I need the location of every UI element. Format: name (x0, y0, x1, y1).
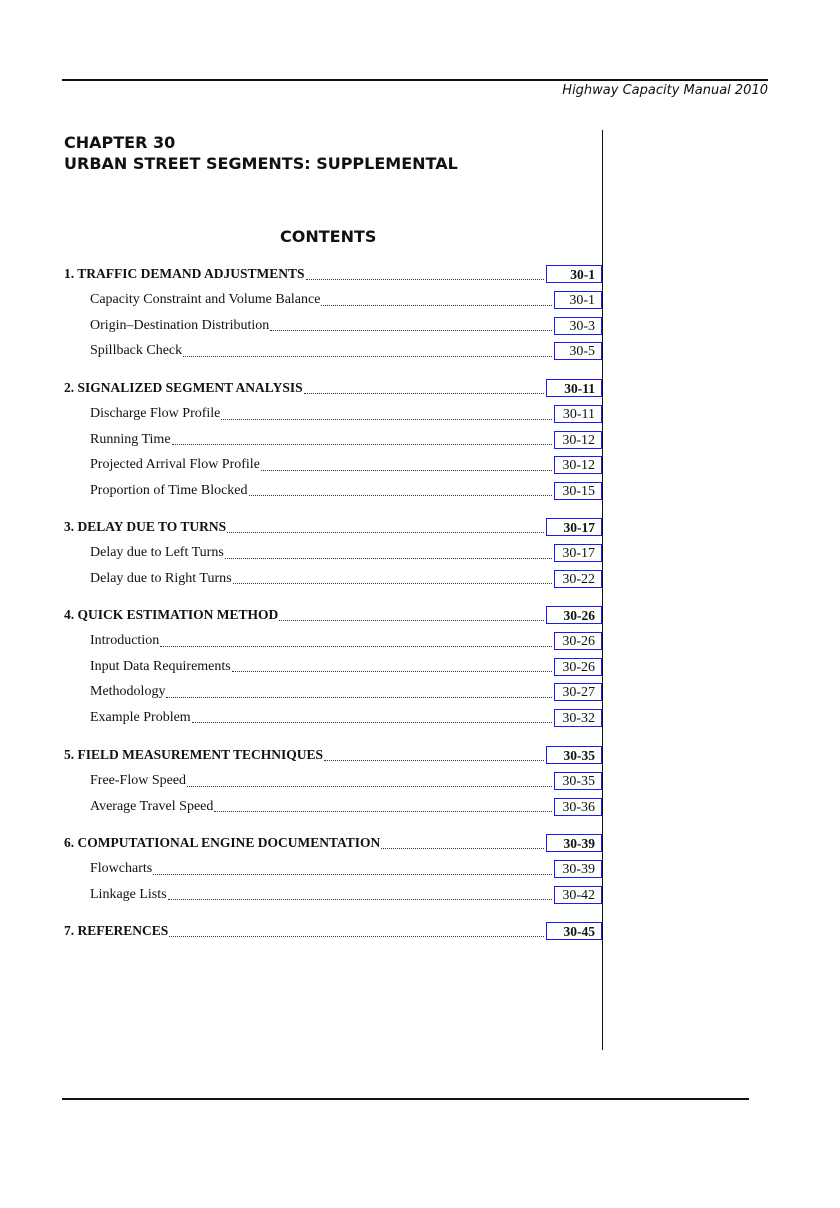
toc-entry[interactable] (90, 859, 602, 879)
toc-entry[interactable] (90, 885, 602, 905)
toc-label: Average Travel Speed (90, 798, 214, 814)
dot-leader (324, 760, 544, 761)
page-link[interactable]: 30-26 (546, 606, 602, 624)
toc-label: Origin–Destination Distribution (90, 317, 270, 333)
dot-leader (160, 646, 552, 647)
toc-entry[interactable] (90, 543, 602, 563)
dot-leader (172, 444, 552, 445)
toc-entry[interactable] (90, 455, 602, 475)
chapter-title (64, 132, 458, 174)
page-link[interactable]: 30-39 (546, 834, 602, 852)
page-link[interactable]: 30-27 (554, 683, 602, 701)
toc-label: 3. DELAY DUE TO TURNS (64, 519, 227, 534)
toc-entry[interactable] (90, 657, 602, 677)
header-rule (62, 79, 768, 81)
dot-leader (227, 532, 544, 533)
dot-leader (169, 936, 544, 937)
toc-label: Linkage Lists (90, 886, 167, 902)
dot-leader (261, 470, 552, 471)
dot-leader (306, 279, 544, 280)
toc-label: Example Problem (90, 709, 191, 725)
page-link[interactable]: 30-1 (546, 265, 602, 283)
toc-label: 7. REFERENCES (64, 923, 169, 938)
toc-section-4[interactable] (64, 605, 602, 625)
page-link[interactable]: 30-26 (554, 658, 602, 676)
page-link[interactable]: 30-22 (554, 570, 602, 588)
page-link[interactable]: 30-12 (554, 456, 602, 474)
toc-entry[interactable] (90, 708, 602, 728)
page-link[interactable]: 30-39 (554, 860, 602, 878)
dot-leader (214, 811, 552, 812)
toc-section-7[interactable] (64, 921, 602, 941)
page-link[interactable]: 30-42 (554, 886, 602, 904)
dot-leader (381, 848, 544, 849)
toc-label: Capacity Constraint and Volume Balance (90, 292, 321, 307)
toc-section-3[interactable] (64, 517, 602, 537)
page-link[interactable]: 30-26 (554, 632, 602, 650)
toc-label: Flowcharts (90, 861, 153, 876)
dot-leader (270, 330, 552, 331)
dot-leader (304, 393, 544, 394)
toc-section-6[interactable] (64, 833, 602, 853)
page-link[interactable]: 30-11 (554, 405, 602, 423)
footer-rule (62, 1098, 749, 1100)
page-link[interactable]: 30-3 (554, 317, 602, 335)
dot-leader (279, 620, 544, 621)
chapter-name: URBAN STREET SEGMENTS: SUPPLEMENTAL (64, 154, 458, 173)
toc-label: 2. SIGNALIZED SEGMENT ANALYSIS (64, 380, 303, 395)
page-link[interactable]: 30-17 (546, 518, 602, 536)
toc-entry[interactable] (90, 631, 602, 651)
dot-leader (187, 786, 552, 787)
toc-entry[interactable] (90, 290, 602, 310)
page-link[interactable]: 30-11 (546, 379, 602, 397)
page-link[interactable]: 30-15 (554, 482, 602, 500)
toc-section-2[interactable] (64, 378, 602, 398)
toc-section-1[interactable] (64, 264, 602, 284)
page-link[interactable]: 30-12 (554, 431, 602, 449)
toc-label: 4. QUICK ESTIMATION METHOD (64, 607, 279, 622)
toc-entry[interactable] (90, 430, 602, 450)
page-link[interactable]: 30-36 (554, 798, 602, 816)
toc-label: Projected Arrival Flow Profile (90, 457, 260, 472)
toc-label: Discharge Flow Profile (90, 406, 221, 421)
dot-leader (321, 305, 552, 306)
page-link[interactable]: 30-1 (554, 291, 602, 309)
page-link[interactable]: 30-45 (546, 922, 602, 940)
dot-leader (249, 495, 552, 496)
toc-label: 6. COMPUTATIONAL ENGINE DOCUMENTATION (64, 835, 381, 850)
toc-label: Delay due to Left Turns (90, 545, 224, 560)
toc-entry[interactable] (90, 481, 602, 501)
toc-label: 5. FIELD MEASUREMENT TECHNIQUES (64, 747, 324, 762)
dot-leader (225, 558, 552, 559)
toc-label: Input Data Requirements (90, 658, 231, 674)
page-link[interactable]: 30-5 (554, 342, 602, 360)
dot-leader (183, 356, 552, 357)
dot-leader (233, 583, 552, 584)
page-link[interactable]: 30-35 (554, 772, 602, 790)
toc-label: Running Time (90, 431, 171, 447)
running-title: Highway Capacity Manual 2010 (562, 83, 768, 98)
page-link[interactable]: 30-35 (546, 746, 602, 764)
toc-entry[interactable] (90, 316, 602, 336)
toc-entry[interactable] (90, 682, 602, 702)
toc-entry[interactable] (90, 569, 602, 589)
toc-label: 1. TRAFFIC DEMAND ADJUSTMENTS (64, 266, 305, 281)
dot-leader (153, 874, 552, 875)
page-link[interactable]: 30-32 (554, 709, 602, 727)
dot-leader (232, 671, 552, 672)
toc-label: Free-Flow Speed (90, 773, 187, 788)
dot-leader (166, 697, 552, 698)
toc-label: Proportion of Time Blocked (90, 482, 248, 498)
page-link[interactable]: 30-17 (554, 544, 602, 562)
margin-rule (602, 130, 603, 1050)
toc-section-5[interactable] (64, 745, 602, 765)
toc-label: Introduction (90, 633, 160, 648)
toc-label: Methodology (90, 684, 166, 699)
dot-leader (221, 419, 552, 420)
toc-entry[interactable] (90, 771, 602, 791)
contents-heading: CONTENTS (280, 227, 377, 246)
toc-label: Delay due to Right Turns (90, 570, 232, 586)
toc-entry[interactable] (90, 797, 602, 817)
dot-leader (168, 899, 552, 900)
toc-label: Spillback Check (90, 343, 183, 358)
toc-entry[interactable] (90, 341, 602, 361)
chapter-number: CHAPTER 30 (64, 133, 176, 152)
dot-leader (192, 722, 552, 723)
toc-entry[interactable] (90, 404, 602, 424)
